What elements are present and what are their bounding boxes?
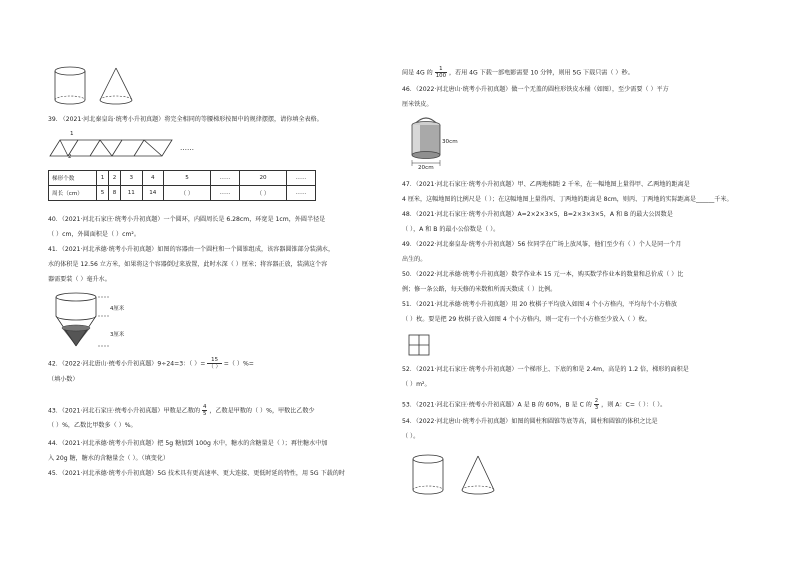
q43-line1	[48, 404, 315, 417]
q43-fraction	[202, 404, 207, 417]
q44-line2: 入 20g 糖，糖水的含糖量会（ ）。（填变化）	[48, 455, 170, 462]
table-cell: 3	[121, 171, 142, 186]
table-cell: ……	[211, 186, 240, 201]
q39-label-1: 1	[70, 131, 74, 137]
q43-line2: （ ）%，乙数比甲数多（ ）%。	[48, 422, 137, 429]
table-cell: （ ）	[240, 186, 287, 201]
table-cell: 5	[97, 186, 109, 201]
q45-text-b: ，若用 4G 下载一部电影需要 10 分钟，则用 5G 下载只需（ ）秒。	[448, 69, 634, 77]
q39-figure	[48, 130, 268, 162]
q53-text-a: 53．（2021·河北石家庄·统考小升初真题）A 是 B 的 60%，B 是 C 的	[402, 401, 592, 409]
q53-line	[402, 398, 666, 411]
q54-line1: 54．（2022·河北唐山·统考小升初真题）如图的圆柱和圆锥等底等高，圆柱和圆锥的体积之比是	[402, 418, 658, 425]
frac-denominator: 3	[594, 405, 599, 411]
q51-line2: （ ）枚。要是把 29 枚棋子放入如图 4 个小方格内，则一定有一个小方格至少放入（ ）枚。	[402, 316, 651, 323]
q41-line1: 41．（2021·河北承德·统考小升初真题）如图的容器由一个圆柱和一个圆锥组成，该容器圆锥部分装满水，	[48, 246, 335, 253]
q54-line2: （ ）。	[402, 433, 420, 440]
q45-continued-line	[402, 66, 634, 79]
cylinder-cone-figure-top	[52, 64, 152, 108]
q45-fraction	[435, 66, 447, 79]
q39-text: 39. （2021·河北秦皇岛·统考小升初真题）将完全相同的等腰梯形按图中的规律摆摆，请你填全表格。	[48, 116, 323, 123]
table-cell: （ ）	[164, 186, 211, 201]
q42-line2: （填小数）	[48, 376, 79, 383]
q52-line1: 52．（2021·河北石家庄·统考小升初真题）一个梯形上、下底的和是 2.4m，高是的 1.2 倍，梯形的面积是	[402, 366, 689, 373]
q42-text-b: =（ ）%=	[223, 360, 254, 368]
container-diagram	[52, 292, 125, 350]
frac-denominator: 5	[203, 411, 207, 417]
frac-numerator: 2	[594, 398, 599, 404]
q47-line2: 4 厘米，这幅地图的比例尺是（ ）；在这幅地图上量得丙、丁两地的距离是 8cm，则丙、丁两地的实际距离是______千米。	[402, 196, 733, 203]
frac-numerator: 4	[203, 404, 207, 410]
q50-line1: 50．（2022·河北承德·统考小升初真题）数学作业本 15 元一本，购买数学作业本的数量和总价成（ ）比	[402, 271, 684, 278]
q43-text-a: 43．（2021·河北石家庄·统考小升初真题）甲数是乙数的	[48, 407, 201, 415]
table-cell: 20	[240, 171, 287, 186]
q47-line1: 47．（2021·河北石家庄·统考小升初真题）甲、乙两地相距 2 千米，在一幅地图上量得甲、乙两地的距离是	[402, 181, 690, 188]
frac-numerator: 15	[207, 357, 222, 364]
q43-text-b: ，乙数是甲数的（ ）%，甲数比乙数少	[209, 407, 315, 415]
q50-line2: 例；修一条公路，每天修的米数和所需天数成（ ）比例。	[402, 286, 557, 293]
table-cell: 11	[121, 186, 142, 201]
q41-line2: 水的体积是 12.56 立方米，如果将这个容器倒过来放置，此时水深（ ）厘米；将容器正放，装满这个容	[48, 261, 328, 268]
q39-table	[48, 170, 316, 201]
q42-text-a: 42．（2022·河北唐山·统考小升初真题）9÷24=3：（ ）=	[48, 360, 206, 368]
q45-line1: 45．（2021·河北承德·统考小升初真题）5G 技术具有更高速率、更大连接、更低时延的特性，用 5G 下载的时	[48, 470, 345, 477]
table-cell: 4	[142, 171, 163, 186]
q41-label-bottom: 3厘米	[110, 332, 125, 338]
table-row	[49, 186, 316, 201]
q40-line2: （ ）cm，外圆面积是（ ）cm²。	[48, 231, 140, 238]
q40-line1: 40．（2021·河北石家庄·统考小升初真题）一个圆环，内圆周长是 6.28cm，环宽是 1cm，外圆半径是	[48, 216, 326, 223]
table-cell: 5	[164, 171, 211, 186]
q46-label-width: 20cm	[418, 165, 434, 171]
q49-line1: 49．（2022·河北秦皇岛·统考小升初真题）56 位同学在广场上放风筝，他们至少有（ ）个人是同一个月	[402, 241, 682, 248]
q52-line2: （ ）m²。	[402, 381, 431, 388]
table-cell: ……	[211, 171, 240, 186]
table-cell: ……	[287, 186, 316, 201]
table-cell: 8	[109, 186, 121, 201]
q46-line2: 厘米铁皮。	[402, 101, 433, 108]
q41-label-top: 4厘米	[110, 306, 125, 312]
q39-dots: ……	[180, 144, 194, 152]
q41-figure	[52, 292, 162, 352]
q51-line1: 51．（2021·河北承德·统考小升初真题）用 20 枚棋子平均放入如图 4 个小方格内，平均每个小方格放	[402, 301, 678, 308]
frac-denominator: 100	[435, 73, 446, 79]
q46-label-height: 30cm	[442, 139, 458, 145]
table-cell: 2	[109, 171, 121, 186]
four-square-grid	[408, 334, 430, 356]
q42-line1	[48, 357, 254, 370]
q44-line1: 44．（2021·河北承德·统考小升初真题）把 5g 糖加到 100g 水中，糖水的含糖量是（ ）；再往糖水中加	[48, 440, 328, 447]
frac-numerator: 1	[435, 66, 447, 73]
q48-line1: 48．（2021·河北石家庄·统考小升初真题）A=2×2×3×5，B=2×3×3×5，A 和 B 的最大公因数是	[402, 211, 673, 218]
q42-fraction	[207, 357, 222, 370]
table-row	[49, 171, 316, 186]
table-cell: 周长（cm）	[49, 186, 97, 201]
q46-figure	[406, 113, 486, 173]
table-cell: 1	[97, 171, 109, 186]
table-cell: 14	[142, 186, 163, 201]
table-cell: 梯形个数	[49, 171, 97, 186]
q45-text-a: 间是 4G 的	[402, 69, 433, 77]
q41-line3: 器需要装（ ）毫升水。	[48, 276, 111, 283]
q49-line2: 出生的。	[402, 256, 427, 263]
frac-denominator: （ ）	[208, 364, 221, 370]
cylinder-cone-figure-bottom	[410, 452, 520, 498]
q48-line2: （ ），A 和 B 的最小公倍数是（ ）。	[402, 226, 500, 233]
q53-text-b: ，则 A：C=（ ）：（ ）。	[601, 401, 667, 409]
table-cell: ……	[287, 171, 316, 186]
q39-label-2: 2	[68, 154, 72, 160]
q46-line1: 46．（2022·河北唐山·统考小升初真题）做一个无盖的圆柱形铁皮水桶（如图），至少需要（ ）平方	[402, 86, 669, 93]
q53-fraction	[594, 398, 599, 411]
